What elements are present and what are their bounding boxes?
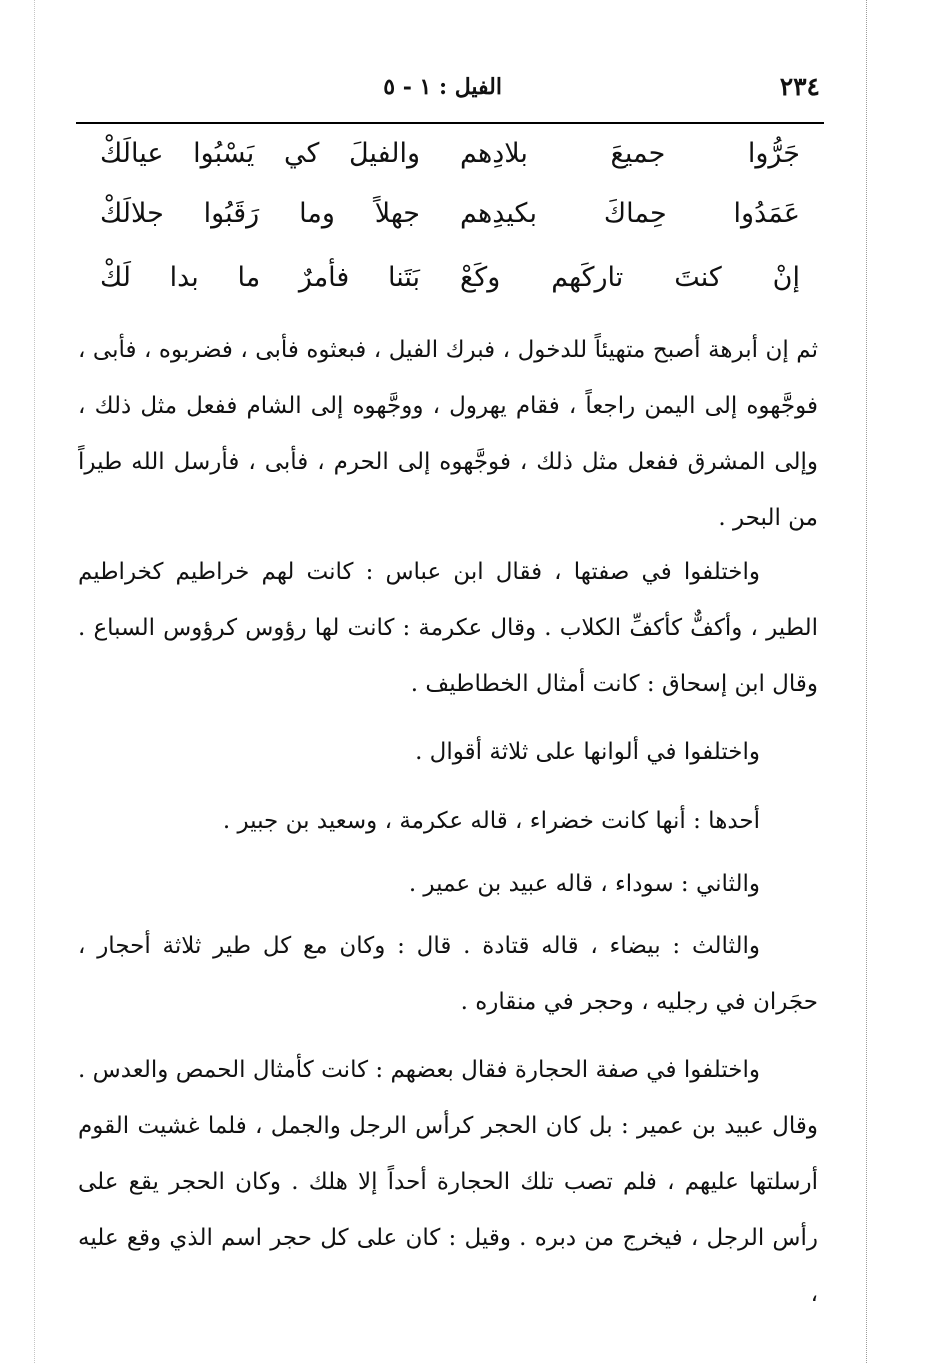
verse-line xyxy=(100,262,800,312)
verse-line xyxy=(100,138,800,188)
paragraph: والثاني : سوداء ، قاله عبيد بن عمير . xyxy=(408,871,760,897)
verse-first-hemistich: إنْ كنتَ تاركَهم وكَعْ xyxy=(460,262,800,293)
header-rule xyxy=(76,122,824,124)
paragraph: أحدها : أنها كانت خضراء ، قاله عكرمة ، وسعيد بن جبير . xyxy=(222,808,760,834)
running-title: الفيل : ١ - ٥ xyxy=(383,74,502,100)
scan-fold-line xyxy=(866,0,867,1363)
paragraph: والثالث : بيضاء ، قاله قتادة . قال : وكان مع كل طير ثلاثة أحجار ، حجَران في رجليه ، وحجر في منقاره . xyxy=(78,933,818,1015)
page-header xyxy=(80,72,820,108)
verse-second-hemistich: والفيلَ كي يَسْبُوا عيالَكْ xyxy=(100,138,420,169)
verse-first-hemistich: عَمَدُوا حِماكَ بكيدِهم xyxy=(460,198,800,229)
paragraph: واختلفوا في صفتها ، فقال ابن عباس : كانت لهم خراطيم كخراطيم الطير ، وأكفٌّ كأكفِّ الكلاب . وقال عكرمة : كانت لها رؤوس كرؤوس السباع . وقال ابن إسحاق : كانت أمثال الخطاطيف . xyxy=(78,559,818,697)
page-number: ٢٣٤ xyxy=(779,72,820,101)
verse-line xyxy=(100,198,800,248)
scan-edge-line xyxy=(34,0,35,1363)
paragraph: واختلفوا في صفة الحجارة فقال بعضهم : كانت كأمثال الحمص والعدس . وقال عبيد بن عمير : بل كان الحجر كرأس الرجل والجمل ، فلما غشيت القوم أرسلتها عليهم ، فلم تصب تلك الحجارة أحداً إلا هلك . وكان الحجر يقع على رأس الرجل ، فيخرج من دبره . وقيل : كان على كل حجر اسم الذي وقع عليه ، xyxy=(78,1057,818,1307)
verse-second-hemistich: جهلاً وما رَقَبُوا جلالَكْ xyxy=(100,198,420,229)
verse-first-hemistich: جَرُّوا جميعَ بلادِهم xyxy=(460,138,800,169)
paragraph: واختلفوا في ألوانها على ثلاثة أقوال . xyxy=(415,739,760,765)
verse-second-hemistich: بَتَنا فأمرٌ ما بدا لَكْ xyxy=(100,262,420,293)
paragraph: ثم إن أبرهة أصبح متهيئاً للدخول ، فبرك الفيل ، فبعثوه فأبى ، فضربوه ، فأبى ، فوجَّهوه إلى اليمن راجعاً ، فقام يهرول ، ووجَّهوه إلى الشام ففعل مثل ذلك ، وإلى المشرق ففعل مثل ذلك ، فوجَّهوه إلى الحرم ، فأبى ، فأرسل الله طيراً من البحر . xyxy=(78,337,818,531)
